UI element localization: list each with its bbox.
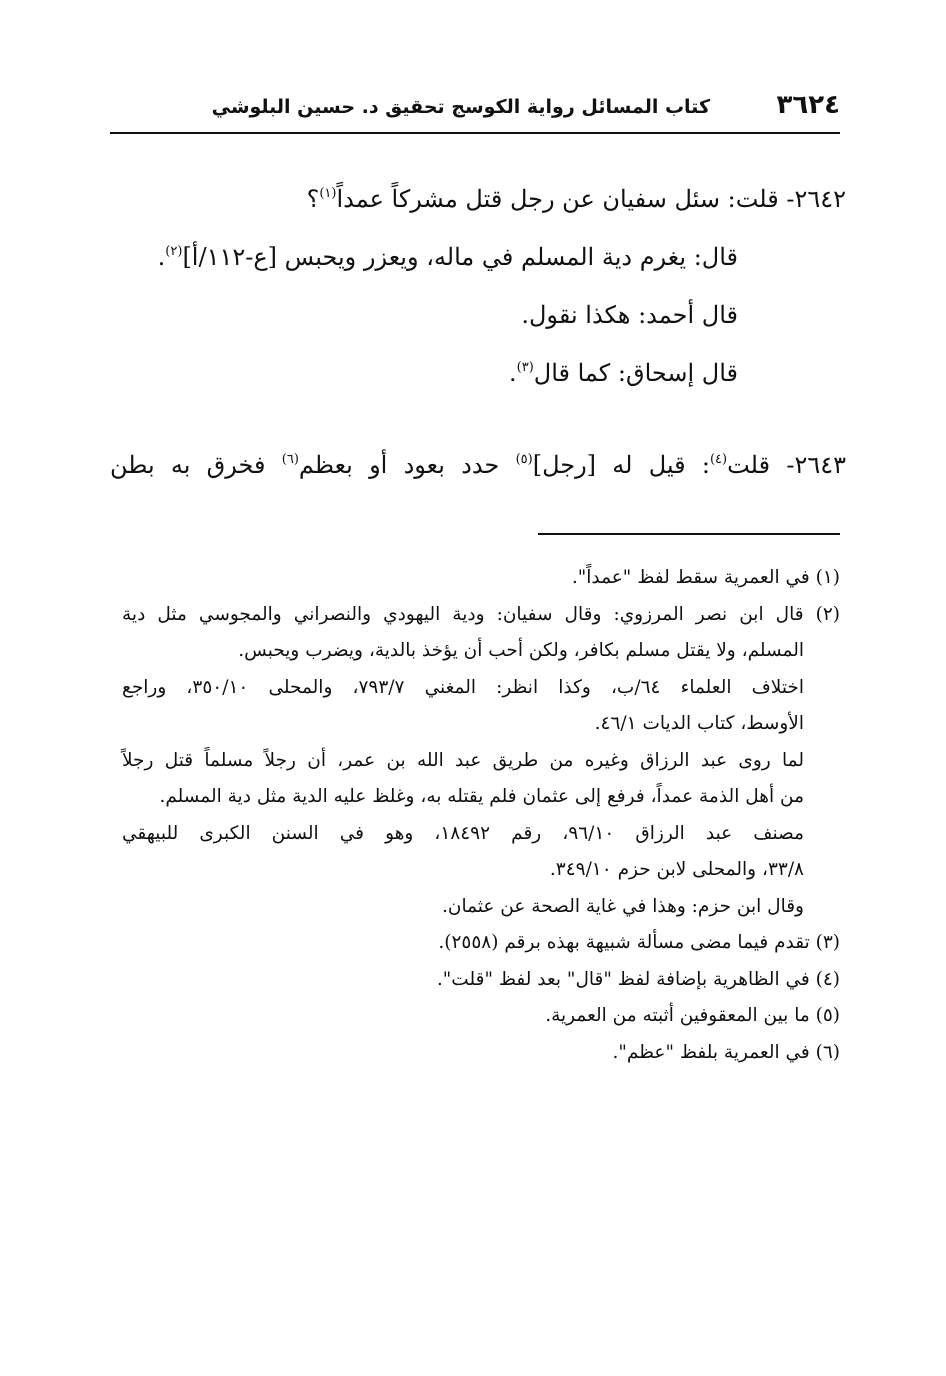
- footnote-2-line: من أهل الذمة عمداً، فرفع إلى عثمان فلم يقتله به، وغلظ عليه الدية مثل دية المسلم.: [159, 786, 804, 807]
- running-title: كتاب المسائل رواية الكوسج تحقيق د. حسين البلوشي: [211, 96, 710, 118]
- footnote-ref[interactable]: (٣): [516, 360, 534, 375]
- footnote-2-line: الأوسط، كتاب الديات ٤٦/١.: [594, 713, 804, 734]
- spacer: [110, 402, 846, 436]
- question-number: ٢٦٤٢-: [786, 185, 846, 213]
- footnote-2-line: اختلاف العلماء ٦٤/ب، وكذا انظر: المغني ٧٩٣/٧، والمحلى ٣٥٠/١٠، وراجع: [122, 676, 804, 698]
- footnote-2: (٢) قال ابن نصر المرزوي: وقال سفيان: ودية اليهودي والنصراني والمجوسي مثل دية: [122, 603, 840, 625]
- footnote-ref[interactable]: (٥): [515, 452, 533, 467]
- question-text: قلت: سئل سفيان عن رجل قتل مشركاً عمداً: [336, 185, 779, 213]
- ahmad-line: [110, 286, 846, 344]
- footnote-2-line: لما روى عبد الرزاق وغيره من طريق عبد الله بن عمر، أن رجلاً مسلماً قتل رجلاً: [122, 749, 804, 771]
- question-2643: ٢٦٤٣- قلت$^{(٤)}$: قيل له [رجل]$^{(٥)}$ حدد بعود أو بعظم$^{(٦)}$ فخرق به بطن: [110, 451, 847, 479]
- footnote-2-line: مصنف عبد الرزاق ٩٦/١٠، رقم ١٨٤٩٢، وهو في السنن الكبرى للبيهقي: [122, 822, 804, 844]
- page-number: ٣٦٢٤: [776, 90, 840, 120]
- footnote-1: (١) في العمرية سقط لفظ "عمداً".: [571, 567, 840, 588]
- main-text: [110, 170, 846, 494]
- footnote-2-line: ٣٣/٨، والمحلى لابن حزم ٣٤٩/١٠.: [549, 859, 804, 880]
- footnote-5: (٥) ما بين المعقوفين أثبته من العمرية.: [545, 1005, 840, 1026]
- question-number: ٢٦٤٣-: [786, 451, 847, 479]
- footnote-2-line: المسلم، ولا يقتل مسلم بكافر، ولكن أحب أن يؤخذ بالدية، ويضرب ويحبس.: [238, 640, 804, 661]
- footnote-ref[interactable]: (٢): [165, 244, 183, 259]
- footnote-6: (٦) في العمرية بلفظ "عظم".: [612, 1041, 840, 1063]
- footnote-ref[interactable]: (١): [319, 186, 337, 201]
- footnote-2-line: وقال ابن حزم: وهذا في غاية الصحة عن عثمان.: [441, 895, 804, 917]
- answer-line: قال: يغرم دية المسلم في ماله، ويعزر ويحبس [ع-١١٢/أ]$^{(٢)}$.: [157, 243, 738, 271]
- answer-text: قال: يغرم دية المسلم في ماله، ويعزر ويحبس [ع-١١٢/أ]: [182, 243, 738, 271]
- footnotes: [122, 560, 840, 1071]
- footnote-4: (٤) في الظاهرية بإضافة لفظ "قال" بعد لفظ "قلت".: [436, 968, 840, 990]
- question-2642: ٢٦٤٢- قلت: سئل سفيان عن رجل قتل مشركاً عمداً$^{(١)}$؟: [306, 185, 846, 213]
- ishaq-text: قال إسحاق: كما قال: [533, 359, 738, 387]
- footnote-ref[interactable]: (٤): [709, 452, 728, 467]
- page-header: [110, 84, 840, 134]
- ishaq-line: قال إسحاق: كما قال$^{(٣)}$.: [508, 359, 738, 387]
- footnote-divider: [538, 533, 840, 535]
- footnote-ref[interactable]: (٦): [281, 452, 299, 467]
- ahmad-text: قال أحمد: هكذا نقول.: [521, 301, 738, 329]
- footnote-3: (٣) تقدم فيما مضى مسألة شبيهة بهذه برقم (٢٥٥٨).: [438, 932, 840, 953]
